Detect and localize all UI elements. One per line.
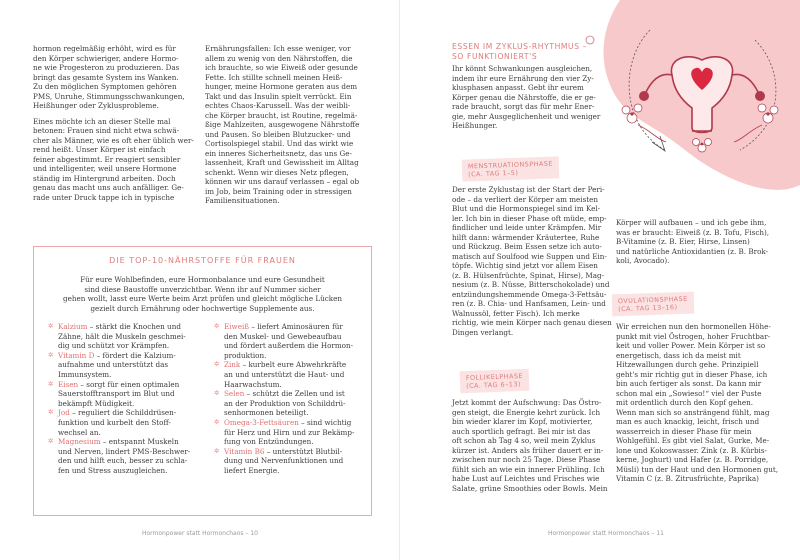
text-line: bin auch fertiger als sonst. Da kann mir [616, 379, 762, 388]
text-line: kürzer ist. Anders als früher dauert er in- [452, 445, 604, 455]
menstruation-text [452, 185, 612, 337]
right-intro-text [452, 64, 601, 131]
text-line: ständig im Hintergrund arbeiten. Doch [33, 173, 176, 183]
nutrient-name: Magnesium [58, 437, 101, 447]
text-line: nesium (z. B. Nüsse, Bitterschokolade) und [452, 280, 610, 289]
text-line: findlicher und leide unter Krämpfen. Mir [452, 223, 602, 232]
nutrient-line: dig und schützt vor Krämpfen. [58, 341, 170, 351]
nutrient-item [214, 360, 364, 389]
text-line: rade unter Druck tappe ich in typische [33, 192, 175, 202]
nutrient-line: bekämpft Müdigkeit. [58, 398, 135, 408]
text-line: und Pausen. So bleiben Blutzucker- und [205, 129, 351, 139]
text-line: richtig, wie mein Körper nach genau diesen [452, 318, 612, 327]
nutrient-line: an der Produktion von Schilddrü- [224, 398, 346, 408]
star-bullet-icon: ✲ [214, 417, 220, 426]
text-line: Heißhunger. [452, 121, 498, 130]
nutrient-line: aufnahme und unterstützt das [58, 360, 169, 370]
follicular-text [452, 398, 608, 493]
text-line: töpfe. Wichtig sind jetzt vor allem Eisen [452, 261, 598, 270]
text-line: rend heißt. Unser Körper ist einfach [33, 145, 166, 154]
text-line: hilft dann: wärmender Kräutertee, Ruhe [452, 232, 600, 242]
text-line: Vitamin C (z. B. Zitrusfrüchte, Paprika) [616, 474, 759, 483]
text-line: matisch auf Soulfood wie Suppen und Ein- [452, 251, 607, 261]
text-line: lassenheit, Kraft und Gewissheit im Alltag [205, 158, 359, 167]
text-line: Zu den möglichen Symptomen gehören [33, 82, 177, 91]
text-line: Blut und die Hormonspiegel sind im Kel- [452, 204, 601, 213]
nutrient-line: fung von Entzündungen. [224, 437, 314, 447]
text-line: genau das macht uns auch anfälliger. Ge- [33, 183, 184, 192]
nutrient-item [214, 322, 364, 360]
star-bullet-icon: ✲ [48, 408, 54, 417]
nutrient-name: Selen [224, 389, 245, 399]
nutrient-line: für Herz und Hirn und zur Bekämp- [224, 427, 355, 437]
nutrient-line: Selen – schützt die Zellen und ist [224, 389, 345, 399]
text-line: Hitzewallungen durch gehe. Prinzipiell [616, 360, 759, 369]
uterus-illustration [580, 0, 800, 190]
text-line: kerne, Joghurt) und Hafer (z. B. Porridge, [616, 455, 769, 464]
intro-line: gezielt durch Ernährung oder hochwertige Supplemente aus. [90, 303, 315, 313]
phase-label-line: OVULATIONSPHASE [617, 294, 688, 306]
text-line: betonen: Frauen sind nicht etwa schwä- [33, 126, 180, 135]
nutrient-item [48, 437, 198, 475]
text-line: rade braucht, sorgt das für mehr Ener- [452, 102, 595, 111]
text-line: schenkt. Wenn wir dieses Netz pflegen, [205, 167, 349, 177]
text-line: Walnussöl, fetter Fisch). Ich merke [452, 308, 580, 318]
text-line: Körper genau die Nährstoffe, die er ge- [452, 92, 596, 102]
text-line: Eines möchte ich an dieser Stelle mal [33, 116, 171, 126]
text-line: man es auch knackig, leicht, frisch und [616, 417, 760, 426]
text-line: klusphasen anpasst. Gebt ihr eurem [452, 83, 584, 92]
text-line: und natürliche Antioxidantien (z. B. Brok- [616, 246, 769, 256]
nutrient-line: den und hilft euch, besser zu schla- [58, 456, 188, 466]
nutrient-item [214, 447, 364, 476]
text-line: lone und Kokoswasser. Zink (z. B. Kürbis- [616, 445, 767, 455]
nutrient-line: Jod – reguliert die Schilddrüsen- [58, 408, 177, 418]
section-heading [452, 42, 587, 61]
text-line: echtes Chaos-Karussell. Was der weibli- [205, 101, 351, 110]
nutrient-line: Zink – kurbelt eure Abwehrkräfte [224, 360, 347, 370]
nutrient-name: Omega-3-Fettsäuren [224, 417, 299, 427]
text-line: ren (z. B. Chia- und Hanfsamen, Lein- und [452, 299, 606, 308]
star-bullet-icon: ✲ [48, 350, 54, 359]
nutrient-line: Vitamin B6 – unterstützt Blutbil- [224, 446, 343, 456]
text-line: Müsli) tun der Haut und den Hormonen gut, [616, 464, 779, 474]
nutrient-line: Eiweiß – liefert Aminosäuren für [224, 322, 343, 331]
right-column-2-text [616, 218, 770, 266]
text-line: (z. B. Hülsenfrüchte, Spinat, Hirse), Mag- [452, 270, 605, 280]
phase-label-line: (CA. TAG 1–5) [468, 168, 519, 179]
nutrient-item [214, 418, 364, 447]
text-line: Der erste Zyklustag ist der Start der Peri- [452, 185, 605, 194]
intro-line: sind diese Baustoffe unverzichtbar. Wenn ihr auf Nummer sicher [84, 284, 321, 294]
text-line: schon mal ein „Sowieso!“ viel der Puste [616, 388, 762, 398]
text-line: allem zu wenig von den Nährstoffen, die [205, 53, 353, 63]
text-line: hormon regelmäßig erhöht, wird es für [33, 44, 176, 53]
text-line: ne wie Progesteron zu produzieren. Das [33, 63, 180, 72]
nutrient-line: funktion und kurbelt den Stoff- [58, 417, 171, 427]
nutrient-line: fen und Stress auszugleichen. [58, 465, 168, 475]
text-line: Wenn man sich so ansträngend fühlt, mag [616, 407, 770, 417]
text-line: energetisch, dass ich da meist mit [616, 350, 741, 360]
text-line: feiner abgestimmt. Er reagiert sensibler [33, 154, 181, 164]
star-bullet-icon: ✲ [48, 379, 54, 388]
text-line: Familiensituationen. [205, 196, 280, 205]
nutrient-line: den Muskel- und Gewebeaufbau [224, 331, 342, 341]
text-line: entzündungshemmende Omega-3-Fettsäu- [452, 289, 607, 299]
nutrient-item [48, 351, 198, 380]
nutrient-line: dung und Nervenfunktionen und [224, 456, 344, 466]
text-line: Jetzt kommt der Aufschwung: Das Östro- [452, 398, 602, 407]
phase-label-line: (CA. TAG 13–16) [618, 303, 678, 314]
text-line: cher als Männer, wie es oft eher üblich wer- [33, 135, 194, 145]
star-bullet-icon: ✲ [48, 437, 54, 446]
nutrient-line: Kalzium – stärkt die Knochen und [58, 322, 181, 331]
text-line: und intelligenter, weil unsere Hormone [33, 164, 177, 173]
phase-label-line: FOLLIKELPHASE [465, 372, 524, 382]
text-line: gie, mehr Ausgeglichenheit und weniger [452, 111, 601, 121]
nutrient-item [214, 389, 364, 418]
text-line: ode – da verliert der Körper am meisten [452, 194, 599, 204]
nutrient-line: liefert Energie. [224, 465, 280, 475]
nutrient-line: Vitamin D – fördert die Kalzium- [58, 350, 176, 360]
text-line: koli, Avocado). [616, 256, 670, 265]
heading-line: ESSEN IM ZYKLUS-RHYTHMUS – [452, 42, 588, 51]
text-line: hunger, meine Hormone geraten aus dem [205, 82, 358, 91]
nutrient-line: produktion. [224, 350, 267, 360]
text-line: Salate, grüne Smoothies oder Bowls. Mein [452, 483, 608, 493]
text-line: Ihr könnt Schwankungen ausgleichen, [452, 64, 593, 73]
text-line: zwischen nur noch 25 Tage. Diese Phase [452, 455, 601, 464]
text-line: PMS, Unruhe, Stimmungsschwankungen, [33, 91, 185, 101]
nutrient-item [48, 408, 198, 437]
nutrient-name: Zink [224, 360, 241, 370]
right-page-footer: Hormonpower statt Hormonchaos – 11 [548, 530, 664, 537]
text-line: ein inneres Sicherheitsnetz, das uns Ge- [205, 148, 352, 158]
nutrient-line: und Nerven, lindert PMS-Beschwer- [58, 446, 191, 456]
phase-label-line: MENSTRUATIONSPHASE [467, 159, 554, 171]
text-line: ler. Ich bin in dieser Phase oft müde, emp- [452, 213, 607, 223]
text-line: ßige Mahlzeiten, ausgewogene Nährstoffe [205, 120, 360, 129]
star-bullet-icon: ✲ [214, 446, 220, 455]
nutrient-line: Zähne, hält die Muskeln geschmei- [58, 331, 186, 341]
text-line: den Körper schwieriger, andere Hormo- [33, 53, 179, 63]
phase-label-follicular [460, 369, 530, 393]
text-line: ich brauchte, so wie Eiweiß oder gesunde [205, 63, 358, 72]
nutrient-line: Omega-3-Fettsäuren – sind wichtig [224, 417, 352, 427]
text-line: bringt das gesamte System ins Wanken. [33, 72, 179, 82]
nutrient-line: Sauerstofftransport im Blut und [58, 389, 175, 399]
text-line: wasserreich in dieser Phase für mein [616, 426, 752, 436]
heading-line: SO FUNKTIONIERT'S [452, 51, 538, 61]
nutrient-line: wechsel an. [58, 427, 101, 437]
text-line: Cortisolspiegel stabil. Und das wirkt wie [205, 139, 354, 148]
text-line: keit und voller Power. Mein Körper ist so [616, 341, 766, 350]
phase-label-ovulation [612, 292, 695, 317]
nutrient-item [48, 380, 198, 409]
ovulation-text [616, 322, 779, 484]
nutrient-line: Haarwachstum. [224, 379, 282, 389]
text-line: und Rückzug. Beim Essen setze ich auto- [452, 242, 602, 251]
nutrients-box [33, 246, 372, 516]
nutrient-line: an und unterstützt die Haut- und [224, 369, 345, 379]
text-line: bin wieder klarer im Kopf, motivierter, [452, 417, 593, 426]
text-line: Dingen verlangt. [452, 327, 514, 337]
nutrient-name: Kalzium [58, 322, 88, 331]
nutrient-line: Eisen – sorgt für einen optimalen [58, 379, 180, 389]
text-line: oft schon ab Tag 4 so, weil mein Zyklus [452, 436, 596, 445]
text-line: im Job, beim Training oder in stressigen [205, 186, 352, 196]
nutrients-list-right [214, 322, 364, 476]
text-line: che Körper braucht, ist Routine, regelmä- [205, 110, 358, 120]
intro-line: Für eure Wohlbefinden, eure Hormonbalance und eure Gesundheit [80, 275, 325, 284]
nutrient-line: und fördert außerdem die Hormon- [224, 341, 354, 351]
left-page-footer: Hormonpower statt Hormonchaos – 10 [142, 530, 258, 537]
nutrient-name: Eisen [58, 379, 79, 389]
star-bullet-icon: ✲ [214, 389, 220, 398]
nutrient-line: senhormonen beteiligt. [224, 408, 309, 418]
left-column-1 [33, 44, 193, 202]
phase-label-line: (CA. TAG 6–13) [466, 380, 522, 390]
text-line: was er braucht: Eiweiß (z. B. Tofu, Fisch), [616, 227, 770, 237]
nutrient-name: Jod [58, 408, 70, 418]
text-line: Ernährungsfallen: Ich esse weniger, vor [205, 44, 351, 53]
star-bullet-icon: ✲ [48, 322, 54, 330]
left-column-2 [205, 44, 370, 206]
text-line: Fette. Ich stillte schnell meinen Heiß- [205, 72, 343, 82]
nutrients-box-title: DIE TOP-10-NÄHRSTOFFE FÜR FRAUEN [109, 256, 296, 265]
nutrients-box-intro [54, 275, 351, 313]
text-line: Wir erreichen nun den hormonellen Höhe- [616, 322, 771, 331]
text-line: habe Lust auf Leichtes und Frisches wie [452, 474, 600, 483]
nutrient-line: Magnesium – entspannt Muskeln [58, 437, 179, 447]
text-line: gen steigt, die Energie kehrt zurück. Ich [452, 407, 601, 417]
phase-label-menstruation [462, 156, 560, 181]
text-line: Körper will aufbauen – und ich gebe ihm, [616, 218, 767, 227]
nutrient-item [48, 322, 198, 351]
nutrient-name: Vitamin B6 [224, 446, 265, 456]
star-bullet-icon: ✲ [214, 360, 220, 369]
text-line: geht's mir richtig gut in dieser Phase, ich [616, 369, 768, 379]
text-line: punkt mit viel Östrogen, hoher Fruchtbar- [616, 331, 771, 341]
text-line: B-Vitamine (z. B. Eier, Hirse, Linsen) [616, 237, 750, 246]
text-line: indem ihr eure Ernährung den vier Zy- [452, 73, 594, 83]
text-line: können wir uns darauf verlassen – egal ob [205, 177, 360, 186]
nutrient-name: Eiweiß [224, 322, 250, 331]
text-line: Heißhunger oder Zyklusprobleme. [33, 101, 159, 110]
text-line: auch sportlich gefragt. Bei mir ist das [452, 426, 591, 436]
text-line: Wohlgefühl. Es gibt viel Salat, Gurke, Me- [616, 436, 770, 445]
text-line: Takt und das Insulin spielt verrückt. Ein [205, 91, 352, 101]
nutrient-name: Vitamin D [58, 350, 95, 360]
right-page [400, 0, 800, 560]
text-line: mit ordentlich durch den Kopf gehen. [616, 398, 754, 407]
nutrient-line: Immunsystem. [58, 369, 112, 379]
text-line: fühlt sich an wie ein innerer Frühling. Ich [452, 464, 605, 474]
star-bullet-icon: ✲ [214, 322, 220, 330]
intro-line: gehen wollt, lasst eure Werte beim Arzt prüfen und gleicht mögliche Lücken [62, 294, 343, 303]
nutrients-list-left [48, 322, 198, 476]
